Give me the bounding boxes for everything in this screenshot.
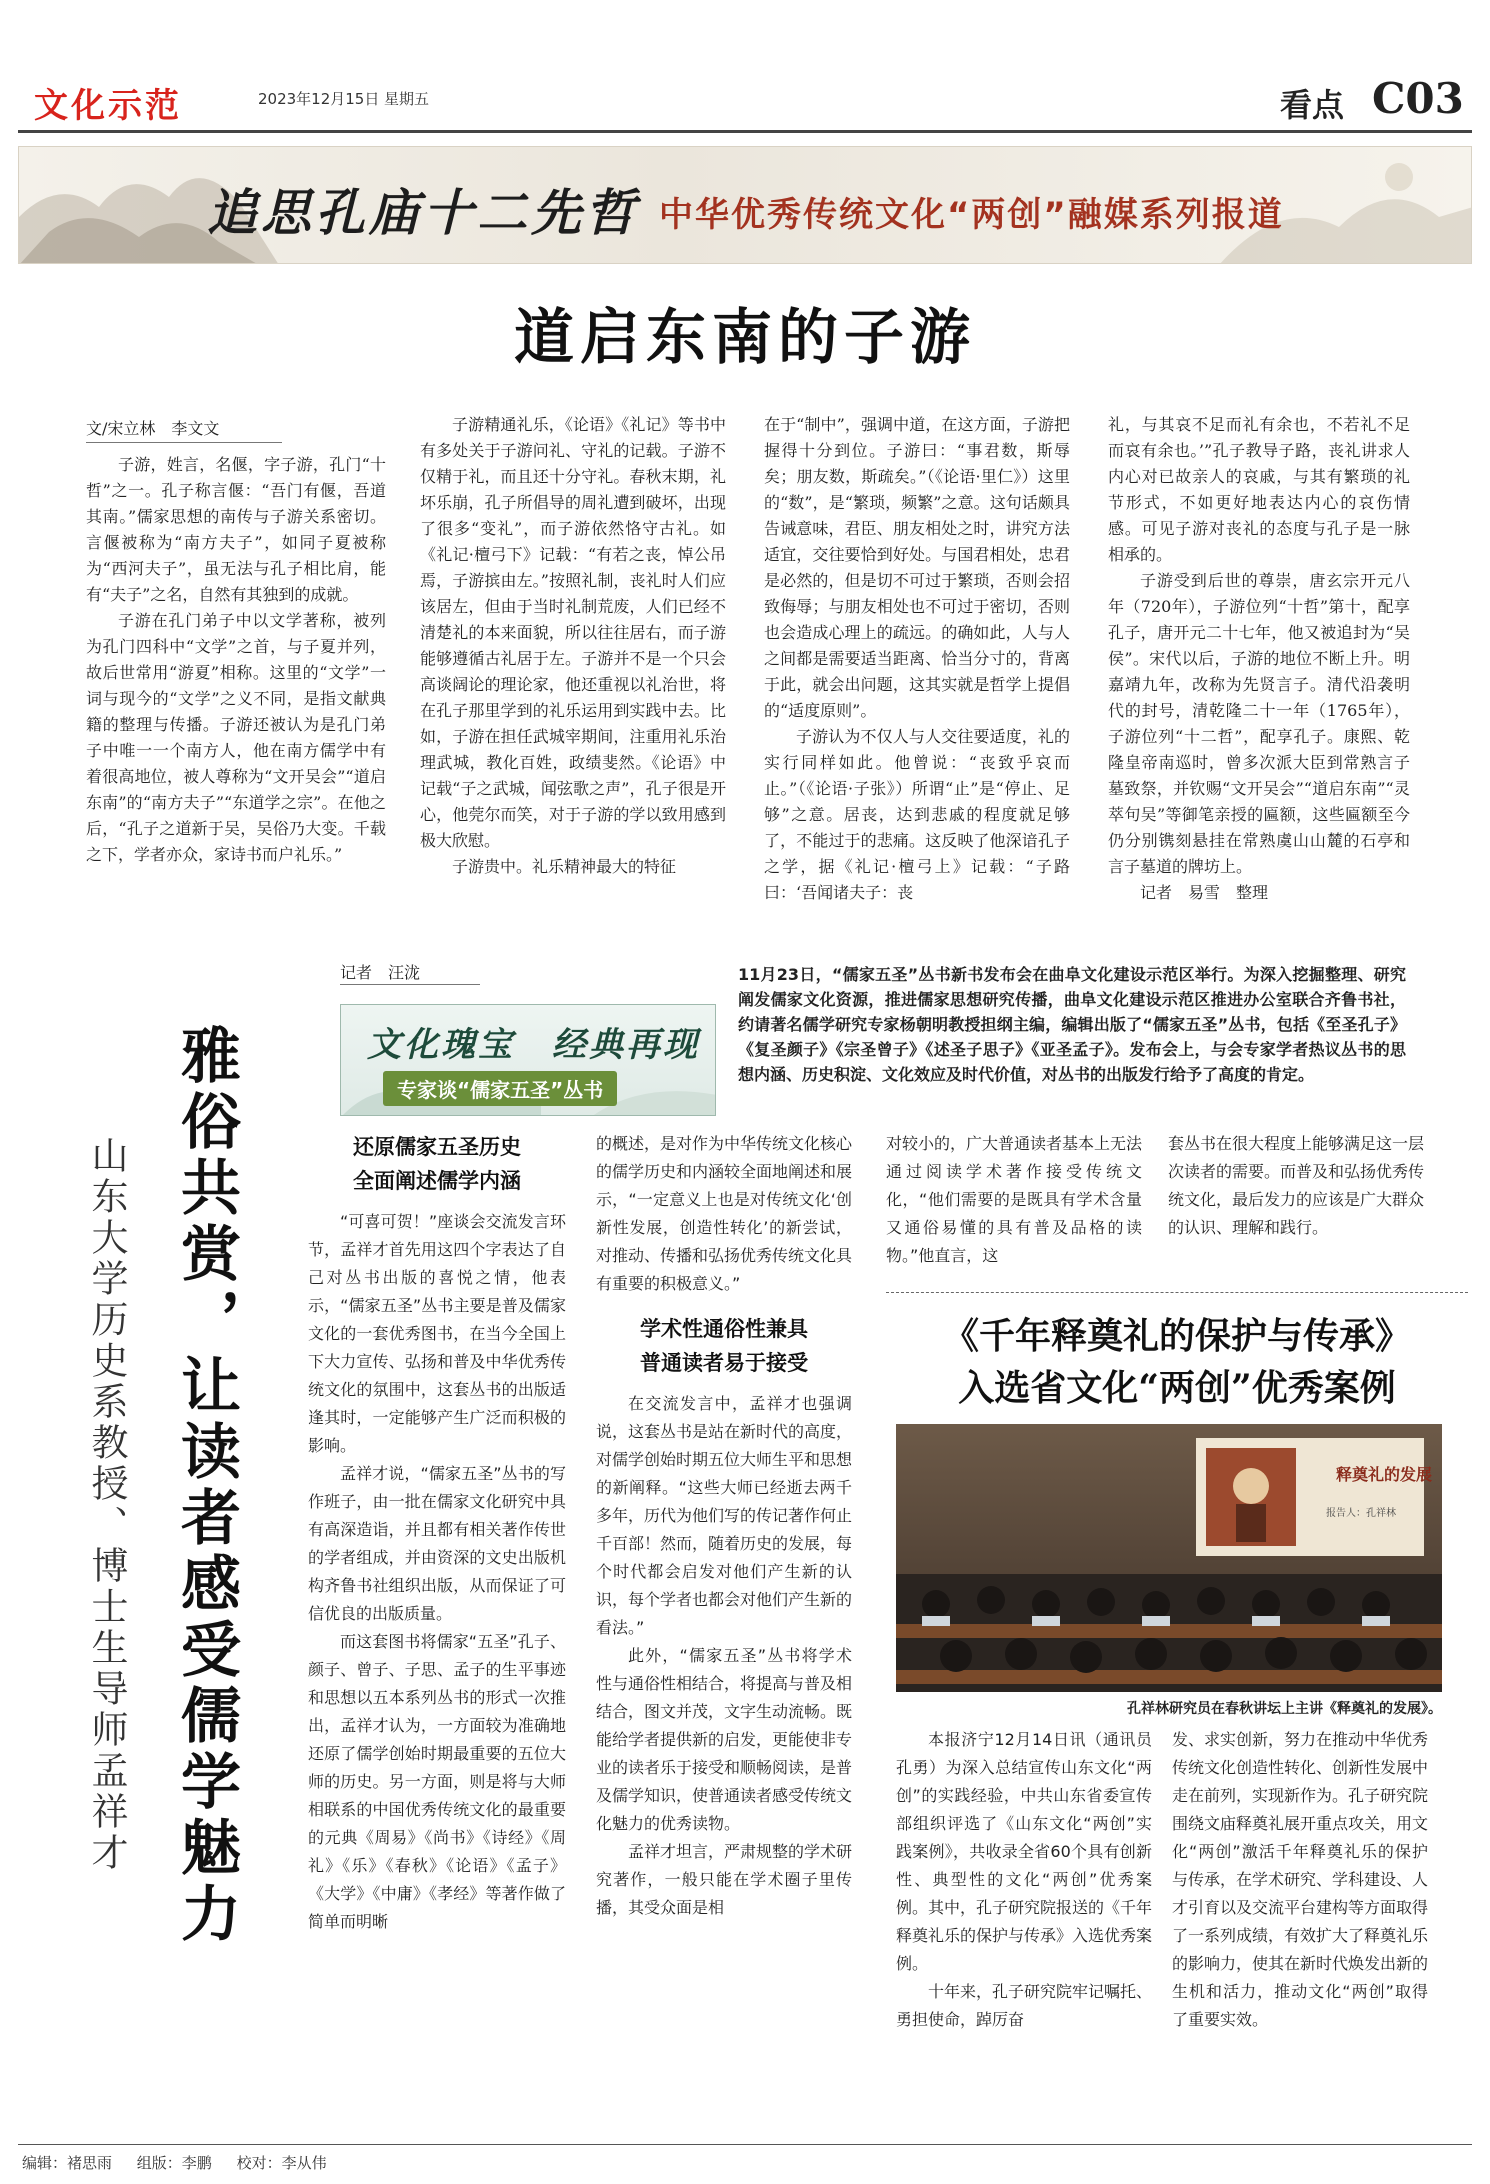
paragraph: 的概述，是对作为中华传统文化核心的儒学历史和内涵较全面地阐述和展示，“一定意义上也是对传统文化‘创新性发展，创造性转化’的新尝试，对推动、传播和弘扬优秀传统文化具有重要的积极意义。”	[596, 1134, 853, 1293]
series-banner	[18, 146, 1472, 264]
footer-divider	[18, 2144, 1472, 2145]
paragraph: 发、求实创新，努力在推动中华优秀传统文化创造性转化、创新性发展中走在前列，实现新作为。孔子研究院围绕文庙释奠礼展开重点攻关，用文化“两创”激活千年释奠礼乐的保护与传承，在学术研究、学科建设、人才引育以及交流平台建构等方面取得了一系列成绩，有效扩大了释奠礼乐的影响力，使其在新时代焕发出新的生机和活力，推动文化“两创”取得了重要实效。	[1172, 1730, 1429, 2029]
issue-date: 2023年12月15日	[258, 90, 380, 108]
paragraph: “可喜可贺！”座谈会交流发言环节，孟祥才首先用这四个字表达了自己对丛书出版的喜悦之情，他表示，“儒家五圣”丛书主要是普及儒家文化的一套优秀图书，在当今全国上下大力宣传、弘扬和普及中华优秀传统文化的氛围中，这套丛书的出版适逢其时，一定能够产生广泛而积极的影响。	[308, 1212, 566, 1455]
paragraph: 十年来，孔子研究院牢记嘱托、勇担使命，踔厉奋	[896, 1982, 1153, 2029]
layout-credit: 组版：李鹏	[136, 2154, 212, 2172]
article2-column-left	[896, 1726, 1169, 2034]
feature-column-a	[308, 1130, 566, 1936]
subheading-1: 还原儒家五圣历史 全面阐述儒学内涵	[353, 1135, 521, 1193]
series-subtitle: 中华优秀传统文化“两创”融媒系列报道	[659, 195, 1284, 235]
paragraph: 子游贵中。礼乐精神最大的特征	[452, 857, 677, 876]
article1-column-1	[86, 452, 386, 868]
editor-credit: 编辑：褚思雨	[22, 2154, 113, 2172]
article2-column-right	[1172, 1726, 1428, 2034]
screen-title: 释奠礼的发展	[1336, 1465, 1433, 1484]
article1-column-2	[420, 412, 726, 880]
paragraph: 在于“制中”，强调中道，在这方面，子游把握得十分到位。子游曰：“事君数，斯辱矣；朋友数，斯疏矣。”（《论语·里仁》）这里的“数”，是“繁琐，频繁”之意。这句话颇具告诫意味，君臣、朋友相处之时，讲究方法适宜，交往要恰到好处。与国君相处，忠君是必然的，但是切不可过于繁琐，否则会招致侮辱；与朋友相处也不可过于密切，否则也会造成心理上的疏远。的确如此，人与人之间都是需要适当距离、恰当分寸的，背离于此，就会出问题，这其实就是哲学上提倡的“适度原则”。	[764, 415, 1070, 720]
feature-column-b	[596, 1130, 852, 1922]
subheading-2: 学术性通俗性兼具 普通读者易于接受	[640, 1317, 808, 1375]
article1-column-3	[764, 412, 1070, 906]
paragraph: 子游，姓言，名偃，字子游，孔门“十哲”之一。孔子称言偃：“吾门有偃，吾道其南。”儒家思想的南传与子游关系密切。言偃被称为“南方夫子”，如同子夏被称为“西河夫子”，虽无法与孔子相比肩，能有“夫子”之名，自然有其独到的成就。	[86, 455, 386, 604]
feature-banner-subtitle: 专家谈“儒家五圣”丛书	[383, 1071, 617, 1106]
article1-signature: 记者 易雪 整理	[1140, 883, 1269, 902]
footer-credits	[22, 2152, 347, 2173]
feature-column-c	[886, 1130, 1142, 1270]
lecture-photo	[896, 1424, 1442, 1692]
byline-divider	[86, 442, 282, 443]
feature-column-d	[1168, 1130, 1424, 1242]
series-title: 追思孔庙十二先哲	[207, 183, 639, 242]
paragraph: 而这套图书将儒家“五圣”孔子、颜子、曾子、子思、孟子的生平事迹和思想以五本系列丛书的形式一次推出，孟祥才认为，一方面较为准确地还原了儒学创始时期最重要的五位大师的历史。另一方面，则是将与大师相联系的中国优秀传统文化的最重要的元典《周易》《尚书》《诗经》《周礼》《乐》《春秋》《论语》《孟子》《大学》《中庸》《孝经》等著作做了简单而明晰	[308, 1632, 566, 1931]
photo-caption: 孔祥林研究员在春秋讲坛上主讲《释奠礼的发展》。	[1127, 1701, 1442, 1717]
feature-intro: 11月23日，“儒家五圣”丛书新书发布会在曲阜文化建设示范区举行。为深入挖掘整理、研究阐发儒家文化资源，推进儒家思想研究传播，曲阜文化建设示范区推进办公室联合齐鲁书社，约请著名儒学研究专家杨朝明教授担纲主编，编辑出版了“儒家五圣”丛书，包括《至圣孔子》《复圣颜子》《宗圣曾子》《述圣子思子》《亚圣孟子》。发布会上，与会专家学者热议丛书的思想内涵、历史积淀、文化效应及时代价值，对丛书的出版发行给予了高度的肯定。	[738, 965, 1406, 1084]
feature-banner	[340, 1004, 716, 1116]
paragraph: 子游在孔门弟子中以文学著称，被列为孔门四科中“文学”之首，与子夏并列，故后世常用“游夏”相称。这里的“文学”一词与现今的“文学”之义不同，是指文献典籍的整理与传播。子游还被认为是孔门弟子中唯一一个南方人，他在南方儒学中有着很高地位，被人尊称为“文开吴会”“道启东南”的“南方夫子”“东道学之宗”。在他之后，“孔子之道新于吴，吴俗乃大变。千载之下，学者亦众，家诗书而户礼乐。”	[86, 611, 386, 864]
page-number: C03	[1372, 74, 1464, 123]
paragraph: 孟祥才说，“儒家五圣”丛书的写作班子，由一批在儒家文化研究中具有高深造诣，并且都有相关著作传世的学者组成，并由资深的文史出版机构齐鲁书社组织出版，从而保证了可信优良的出版质量。	[308, 1464, 566, 1623]
header-divider	[18, 130, 1472, 133]
paragraph: 套丛书在很大程度上能够满足这一层次读者的需要。而普及和弘扬优秀传统文化，最后发力的应该是广大群众的认识、理解和践行。	[1168, 1134, 1425, 1237]
paragraph: 孟祥才坦言，严肃规整的学术研究著作，一般只能在学术圈子里传播，其受众面是相	[596, 1842, 853, 1917]
reporter-divider	[340, 984, 480, 985]
paragraph: 此外，“儒家五圣”丛书将学术性与通俗性相结合，将提高与普及相结合，图文并茂，文字生动流畅。既能给学者提供新的启发，更能使非专业的读者乐于接受和顺畅阅读，是普及儒学知识，使普通读者感受传统文化魅力的优秀读物。	[596, 1646, 853, 1833]
feature-reporter: 记者 汪泷	[340, 963, 421, 982]
paragraph: 子游认为不仅人与人交往要适度，礼的实行同样如此。他曾说：“丧致乎哀而止。”（《论语·子张》）所谓“止”是“停止、足够”之意。居丧，达到悲戚的程度就足够了，不能过于的悲痛。这反映了他深谙孔子之学，据《礼记·檀弓上》记载：“子路曰：‘吾闻诸夫子：丧	[764, 727, 1070, 902]
masthead-logo: 文化示范	[34, 86, 182, 126]
section-divider	[886, 1292, 1468, 1293]
section-label: 看点	[1280, 86, 1345, 124]
issue-weekday: 星期五	[384, 90, 430, 108]
article1-column-4	[1108, 412, 1410, 906]
lecture-hall-illustration-icon	[896, 1424, 1442, 1692]
feature-vertical-headline: 雅俗共赏，让读者感受儒学魅力	[171, 1024, 241, 1948]
feature-banner-title: 文化瑰宝 经典再现	[367, 1025, 700, 1065]
paragraph: 子游精通礼乐，《论语》《礼记》等书中有多处关于子游问礼、守礼的记载。子游不仅精于礼，而且还十分守礼。春秋末期，礼坏乐崩，孔子所倡导的周礼遭到破坏，出现了很多“变礼”，而子游依然恪守古礼。如《礼记·檀弓下》记载：“有若之丧，悼公吊焉，子游摈由左。”按照礼制，丧礼时人们应该居左，但由于当时礼制荒废，人们已经不清楚礼的本来面貌，所以往往居右，而子游能够遵循古礼居于左。子游并不是一个只会高谈阔论的理论家，他还重视以礼治世，将在孔子那里学到的礼乐运用到实践中去。比如，子游在担任武城宰期间，注重用礼乐治理武城，教化百姓，政绩斐然。《论语》中记载“子之武城，闻弦歌之声”，孔子很是开心，他莞尔而笑，对于子游的学以致用感到极大欣慰。	[420, 415, 726, 850]
paragraph: 在交流发言中，孟祥才也强调说，这套丛书是站在新时代的高度，对儒学创始时期五位大师生平和思想的新阐释。“这些大师已经逝去两千多年，历代为他们写的传记著作何止千百部！然而，随着历史的发展，每个时代都会启发对他们产生新的认识，每个学者也都会对他们产生新的看法。”	[596, 1394, 853, 1637]
paragraph: 本报济宁12月14日讯（通讯员 孔勇）为深入总结宣传山东文化“两创”的实践经验，中共山东省委宣传部组织评选了《山东文化“两创”实践案例》，共收录全省60个具有创新性、典型性的文化“两创”优秀案例。其中，孔子研究院报送的《千年释奠礼乐的保护与传承》入选优秀案例。	[896, 1730, 1169, 1973]
proofread-credit: 校对：李从伟	[236, 2154, 327, 2172]
paragraph: 礼，与其哀不足而礼有余也，不若礼不足而哀有余也。’”孔子教导子路，丧礼讲求人内心对已故亲人的哀戚，与其有繁琐的礼节形式，不如更好地表达内心的哀伤情感。可见子游对丧礼的态度与孔子是一脉相承的。	[1108, 415, 1410, 564]
article1-byline: 文/宋立林 李文文	[86, 419, 220, 438]
paragraph: 子游受到后世的尊崇，唐玄宗开元八年（720年），子游位列“十哲”第十，配享孔子，唐开元二十七年，他又被追封为“吴侯”。宋代以后，子游的地位不断上升。明嘉靖九年，改称为先贤言子。清代沿袭明代的封号，清乾隆二十一年（1765年），子游位列“十二哲”，配享孔子。康熙、乾隆皇帝南巡时，曾多次派大臣到常熟言子墓致祭，并钦赐“文开吴会”“道启东南”“灵萃句吴”等御笔亲授的匾额，这些匾额至今仍分别镌刻悬挂在常熟虞山山麓的石亭和言子墓道的牌坊上。	[1108, 571, 1410, 876]
feature-vertical-author: 山东大学历史系教授、博士生导师孟祥才	[85, 1136, 128, 1874]
screen-speaker: 报告人：孔祥林	[1326, 1508, 1396, 1519]
paragraph: 对较小的，广大普通读者基本上无法通过阅读学术著作接受传统文化，“他们需要的是既具有学术含量又通俗易懂的具有普及品格的读物。”他直言，这	[886, 1134, 1143, 1265]
article1-headline: 道启东南的子游	[514, 303, 976, 373]
article2-headline: 《千年释奠礼的保护与传承》 入选省文化“两创”优秀案例	[942, 1315, 1411, 1409]
